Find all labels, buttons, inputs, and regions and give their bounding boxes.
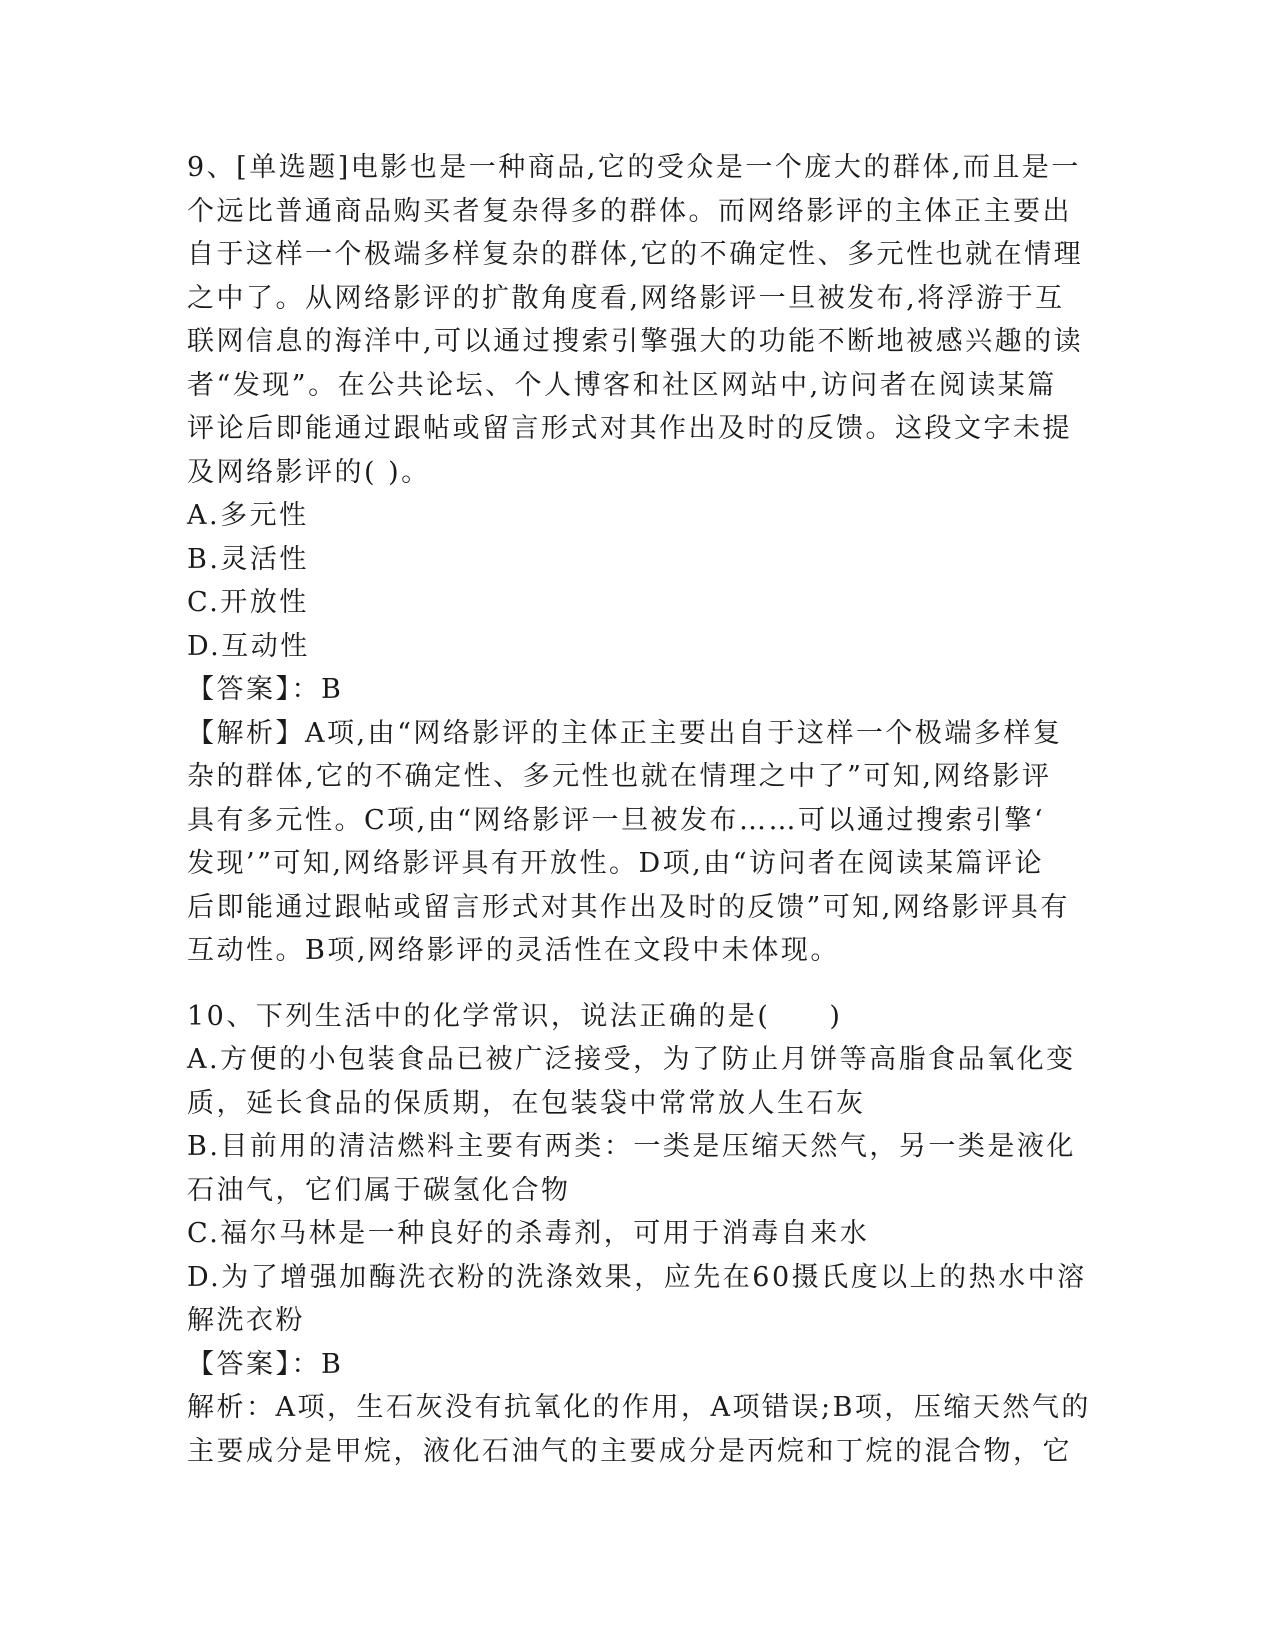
text-line: 评论后即能通过跟帖或留言形式对其作出及时的反馈。这段文字未提	[187, 413, 1072, 444]
text-line: 联网信息的海洋中,可以通过搜索引擎强大的功能不断地被感兴趣的读	[187, 326, 1084, 357]
text-line: 自于这样一个极端多样复杂的群体,它的不确定性、多元性也就在情理	[187, 239, 1084, 270]
question-9-stem	[187, 146, 1087, 494]
text-line: 具有多元性。C项,由“网络影评一旦被发布……可以通过搜索引擎‘	[187, 804, 1046, 836]
text-line: 解析：A项，生石灰没有抗氧化的作用，A项错误;B项，压缩天然气的	[187, 1392, 1091, 1423]
option-c: C.开放性	[187, 587, 309, 618]
question-10-stem: 10、下列生活中的化学常识，说法正确的是( )	[187, 1000, 843, 1032]
section-spacer	[187, 973, 1087, 995]
text-line: 主要成分是甲烷，液化石油气的主要成分是丙烷和丁烷的混合物，它	[187, 1435, 1072, 1467]
option-d: D.互动性	[187, 630, 310, 662]
text-line: 之中了。从网络影评的扩散角度看,网络影评一旦被发布,将浮游于互	[187, 282, 1065, 314]
text-line: A.方便的小包装食品已被广泛接受，为了防止月饼等高脂食品氧化变	[187, 1044, 1076, 1075]
question-9	[187, 146, 1087, 973]
text-line: 解洗衣粉	[187, 1305, 305, 1336]
document-body	[187, 146, 1091, 1473]
text-line: 杂的群体,它的不确定性、多元性也就在情理之中了”可知,网络影评	[187, 761, 1052, 792]
question-10	[187, 995, 1091, 1474]
text-line: 9、[单选题]电影也是一种商品,它的受众是一个庞大的群体,而且是一	[187, 152, 1081, 183]
question-9-answer: 【答案】：B	[187, 674, 344, 705]
text-line: 及网络影评的( )。	[187, 456, 431, 488]
question-10-options	[187, 1038, 1087, 1343]
text-line: 个远比普通商品购买者复杂得多的群体。而网络影评的主体正主要出	[187, 195, 1072, 227]
question-10-analysis	[187, 1386, 1091, 1473]
text-line: C.福尔马林是一种良好的杀毒剂，可用于消毒自来水	[187, 1218, 870, 1249]
text-line: 后即能通过跟帖或留言形式对其作出及时的反馈”可知,网络影评具有	[187, 891, 1070, 923]
option-a: A.多元性	[187, 500, 309, 531]
question-9-analysis	[187, 712, 1087, 973]
text-line: D.为了增强加酶洗衣粉的洗涤效果，应先在60摄氏度以上的热水中溶	[187, 1261, 1087, 1293]
text-line: 质，延长食品的保质期，在包装袋中常常放人生石灰	[187, 1087, 866, 1119]
text-line: 发现’”可知,网络影评具有开放性。D项,由“访问者在阅读某篇评论	[187, 848, 1045, 879]
question-9-options	[187, 494, 1087, 668]
text-line: 【解析】A项,由“网络影评的主体正主要出自于这样一个极端多样复	[187, 717, 1063, 749]
text-line: 互动性。B项,网络影评的灵活性在文段中未体现。	[187, 935, 840, 966]
option-b: B.灵活性	[187, 543, 309, 575]
text-line: 者“发现”。在公共论坛、个人博客和社区网站中,访问者在阅读某篇	[187, 369, 1057, 401]
text-line: 石油气，它们属于碳氢化合物	[187, 1174, 571, 1206]
text-line: B.目前用的清洁燃料主要有两类：一类是压缩天然气，另一类是液化	[187, 1131, 1076, 1162]
question-10-answer: 【答案】：B	[187, 1348, 344, 1380]
